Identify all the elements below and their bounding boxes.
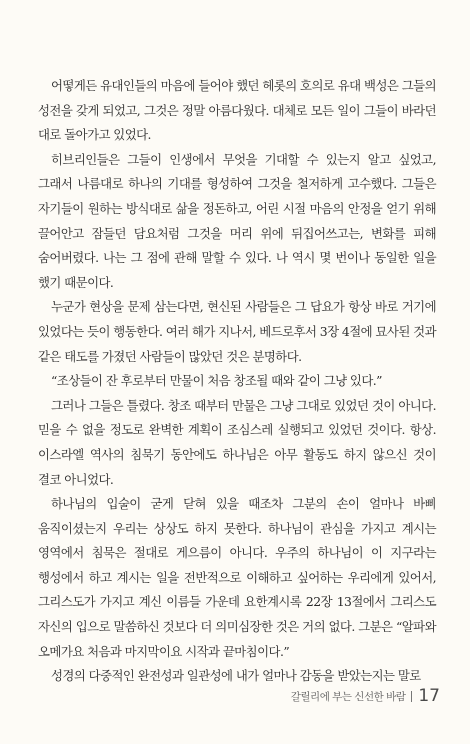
page-number: 17 [418,686,440,706]
page-footer [291,686,440,706]
scripture-quote: “조상들이 잔 후로부터 만물이 처음 창조될 때와 같이 그냥 있다.” [51,373,382,389]
paragraph: 그러나 그들은 틀렸다. 창조 때부터 만물은 그냥 그대로 있었던 것이 아니다. 믿을 수 없을 정도로 완벽한 계획이 조심스레 실행되고 있었던 것이다. 항상. 이스라엘 역사의 침묵기 동안에도 하나님은 아무 활동도 하지 않으신 것이 결코 아니었다. [38,397,436,487]
running-title: 갈릴리에 부는 신선한 바람 [290,690,406,703]
paragraph: 어떻게든 유대인들의 마음에 들어야 했던 헤롯의 호의로 유대 백성은 그들의 성전을 갖게 되었고, 그것은 정말 아름다웠다. 대체로 모든 일이 그들이 바라던 대로 돌아가고 있었다. [38,78,436,143]
paragraph: 성경의 다중적인 완전성과 일관성에 내가 얼마나 감동을 받았는지는 말로 [51,668,421,684]
body-text [38,74,436,689]
footer-divider [411,691,412,702]
paragraph: 하나님의 입술이 굳게 닫혀 있을 때조차 그분의 손이 얼마나 바삐 움직이셨는지 우리는 상상도 하지 못한다. 하나님이 관심을 가지고 계시는 영역에서 침묵은 절대로 게으름이 아니다. 우주의 하나님이 이 지구라는 행성에서 하고 계시는 일을 전반적으로 이해하고 싶어하는 우리에게 있어서, 그리스도가 가지고 계신 이름들 가운데 요한계시록 22장 13절에서 그리스도 자신의 입으로 말씀하신 것보다 더 의미심장한 것은 거의 없다. 그분은 “알파와 오메가요 처음과 마지막이요 시작과 끝마침이다.” [38,496,436,659]
paragraph: 누군가 현상을 문제 삼는다면, 현신된 사람들은 그 답요가 항상 바로 거기에 있었다는 듯이 행동한다. 여러 해가 지나서, 베드로후서 3장 4절에 묘사된 것과 같은 태도를 가졌던 사람들이 많았던 것은 분명하다. [38,299,436,364]
paragraph: 히브리인들은 그들이 인생에서 무엇을 기대할 수 있는지 알고 싶었고, 그래서 나름대로 하나의 기대를 형성하여 그것을 철저하게 고수했다. 그들은 자기들이 원하는 방식대로 삶을 정돈하고, 어린 시절 마음의 안정을 얻기 위해 끌어안고 잠들던 담요처럼 그것을 머리 위에 뒤집어쓰고는, 변화를 피해 숨어버렸다. 나는 그 점에 관해 말할 수 있다. 나 역시 몇 번이나 동일한 일을 했기 때문이다. [38,151,436,290]
